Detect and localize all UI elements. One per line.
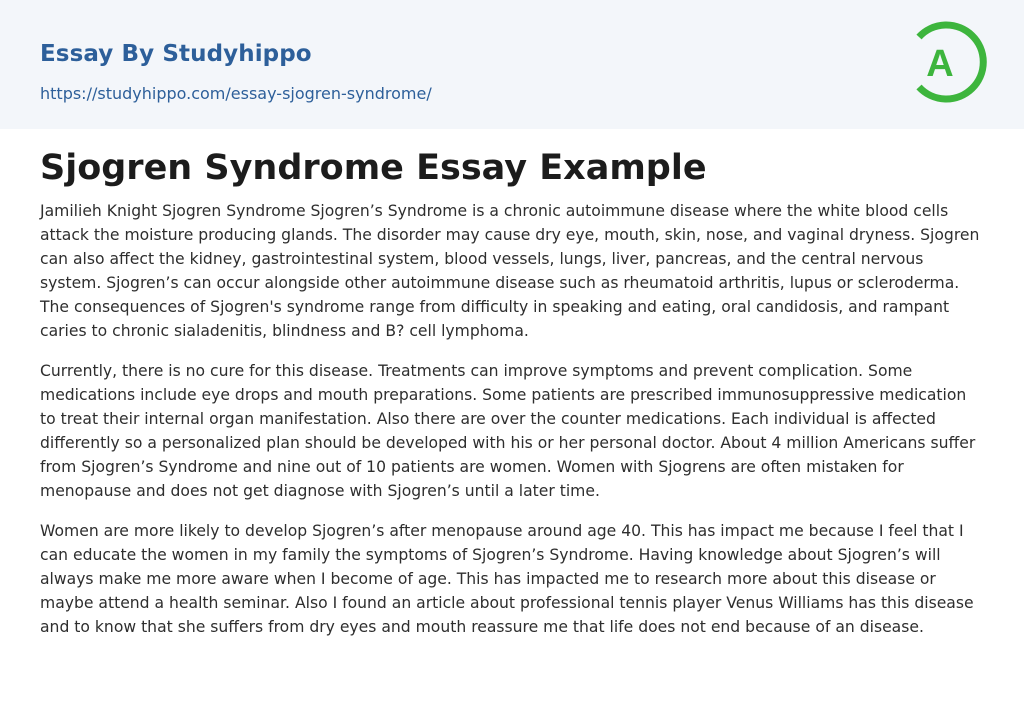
- essay-content: [0, 129, 1024, 639]
- essay-paragraph-2: Currently, there is no cure for this disease. Treatments can improve symptoms and prevent complication. Some medications include eye drops and mouth preparations. Some patients are prescribed immunosuppressive medication to treat their internal organ manifestation. Also there are over the counter medications. Each individual is affected differently so a personalized plan should be developed with his or her personal doctor. About 4 million Americans suffer from Sjogren’s Syndrome and nine out of 10 patients are women. Women with Sjogrens are often mistaken for menopause and does not get diagnose with Sjogren’s until a later time.: [40, 362, 976, 500]
- site-title[interactable]: Essay By Studyhippo: [40, 41, 312, 67]
- logo-letter: A: [926, 43, 954, 85]
- essay-paragraph-1: Jamilieh Knight Sjogren Syndrome Sjogren’s Syndrome is a chronic autoimmune disease where the white blood cells attack the moisture producing glands. The disorder may cause dry eye, mouth, skin, nose, and vaginal dryness. Sjogren can also affect the kidney, gastrointestinal system, blood vessels, lungs, liver, pancreas, and the central nervous system. Sjogren’s can occur alongside other autoimmune disease such as rheumatoid arthritis, lupus or scleroderma. The consequences of Sjogren's syndrome range from difficulty in speaking and eating, oral candidosis, and rampant caries to chronic sialadenitis, blindness and B? cell lymphoma.: [40, 202, 980, 340]
- essay-url-link[interactable]: https://studyhippo.com/essay-sjogren-syndrome/: [40, 84, 432, 103]
- site-header: [0, 0, 1024, 129]
- essay-paragraph-3: Women are more likely to develop Sjogren’s after menopause around age 40. This has impact me because I feel that I can educate the women in my family the symptoms of Sjogren’s Syndrome. Having knowledge about Sjogren’s will always make me more aware when I become of age. This has impacted me to research more about this disease or maybe attend a health seminar. Also I found an article about professional tennis player Venus Williams has this disease and to know that she suffers from dry eyes and mouth reassure me that life does not end because of an disease.: [40, 522, 974, 636]
- essay-title: Sjogren Syndrome Essay Example: [40, 148, 707, 188]
- studyhippo-logo-icon[interactable]: [908, 18, 988, 106]
